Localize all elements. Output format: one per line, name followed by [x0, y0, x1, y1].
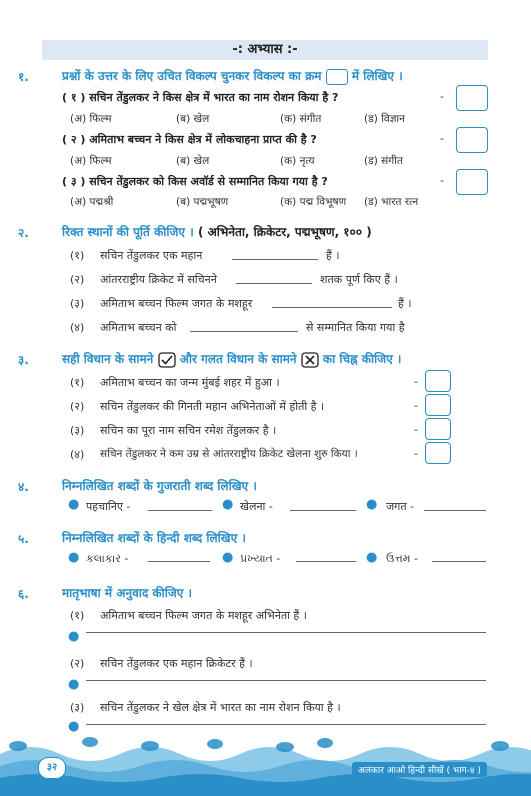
q1-2-option-d: (ड) संगीत [364, 155, 403, 167]
bullet-icon: ● [222, 550, 234, 565]
q1-instruction-before: प्रश्नों के उत्तर के लिए उचित विकल्प चुनकर विकल्प का क्रम [62, 69, 322, 83]
q1-item-1: ( १ ) सचिन तेंडुलकर ने किस क्षेत्र में भारत का नाम रोशन किया है ? [62, 91, 339, 104]
q3-number: ३. [18, 353, 29, 367]
q3-item-2-text: सचिन तेंडुलकर की गिनती महान अभिनेताओं में होती है । [100, 400, 325, 413]
q3-item-1-no: (१) [70, 376, 85, 389]
q3-item-2-no: (२) [70, 400, 85, 413]
dash: - [414, 423, 418, 436]
q3-item-3-no: (३) [70, 424, 85, 437]
page-number: ३२ [38, 757, 66, 779]
q4-heading: निम्नलिखित शब्दों के गुजराती शब्द लिखिए । [62, 479, 257, 493]
q3-item-4-no: (४) [70, 448, 85, 461]
blank-line[interactable] [272, 307, 392, 308]
q1-instruction [62, 67, 403, 85]
answer-line[interactable] [86, 632, 486, 633]
q2-item-3-no: (३) [70, 297, 85, 310]
blank-line[interactable] [148, 561, 210, 562]
blank-line[interactable] [190, 331, 298, 332]
q5-number: ५. [18, 532, 29, 546]
q2-item-1-no: (१) [70, 249, 85, 262]
q5-word-3: ઉત્તમ - [386, 552, 418, 565]
bullet-icon: ● [68, 677, 80, 692]
q1-3-option-d: (ड) भारत रत्न [364, 196, 419, 208]
dash: - [440, 90, 444, 103]
blank-line[interactable] [290, 510, 356, 511]
q2-item-4-before: अमिताभ बच्चन को [100, 321, 177, 334]
q3-item-3-text: सचिन का पूरा नाम सचिन रमेश तेंडुलकर है । [100, 424, 277, 437]
q6-item-3-no: (३) [70, 701, 85, 714]
q6-item-2-no: (२) [70, 657, 85, 670]
q6-item-1-no: (१) [70, 609, 85, 622]
bullet-icon: ● [366, 550, 378, 565]
q3-item-1-text: अमिताभ बच्चन का जन्म मुंबई शहर में हुआ । [100, 376, 280, 389]
q3-item-4-text: सचिन तेंडुलकर ने कम उम्र से आंतरराष्ट्रीय क्रिकेट खेलना शुरु किया । [100, 448, 358, 460]
dash: - [440, 174, 444, 187]
answer-box-3[interactable] [456, 169, 488, 195]
bullet-icon: ● [68, 497, 80, 512]
q1-1-option-d: (ड) विज्ञान [364, 113, 405, 125]
blank-line[interactable] [236, 283, 312, 284]
bullet-icon: ● [68, 719, 80, 734]
dash: - [414, 399, 418, 412]
dash: - [414, 375, 418, 388]
q4-word-2: खेलना - [240, 500, 273, 513]
q2-heading-text: रिक्त स्थानों की पूर्ति कीजिए । [62, 225, 194, 239]
answer-box-icon [326, 69, 348, 85]
book-name: अलंकार आओ हिन्दी सीखें ( भाग-४ ) [352, 762, 487, 777]
q3-part2: और गलत विधान के सामने [179, 352, 297, 366]
q1-2-option-a: (अ) फिल्म [70, 155, 112, 167]
answer-box-1[interactable] [456, 85, 488, 111]
q2-heading [62, 223, 372, 240]
q1-item-3: ( ३ ) सचिन तेंडुलकर को किस अवॉर्ड से सम्मानित किया गया है ? [62, 175, 328, 188]
q2-item-3-before: अमिताभ बच्चन फिल्म जगत के मशहूर [100, 297, 253, 310]
blank-line[interactable] [296, 561, 356, 562]
q2-item-1-before: सचिन तेंडुलकर एक महान [100, 249, 203, 262]
blank-line[interactable] [232, 259, 318, 260]
q5-word-2: પ્રખ્યાત - [240, 552, 281, 565]
q5-word-1: કલાકાર - [86, 552, 129, 565]
q6-heading: मातृभाषा में अनुवाद कीजिए । [62, 586, 193, 600]
q3-part1: सही विधान के सामने [62, 352, 154, 366]
bullet-icon: ● [222, 497, 234, 512]
q1-3-option-a: (अ) पद्मश्री [70, 196, 114, 208]
q1-1-option-b: (ब) खेल [176, 113, 210, 125]
q3-part3: का चिह्न कीजिए । [322, 352, 402, 366]
bullet-icon: ● [68, 629, 80, 644]
q4-word-3: जगत - [386, 500, 415, 513]
bullet-icon: ● [68, 550, 80, 565]
tick-box-4[interactable] [425, 442, 451, 464]
tick-box-1[interactable] [425, 370, 451, 392]
q1-3-option-c: (क) पद्म विभूषण [280, 196, 347, 208]
q1-2-option-b: (ब) खेल [176, 155, 210, 167]
q2-item-4-no: (४) [70, 321, 85, 334]
q6-item-1-text: अमिताभ बच्चन फिल्म जगत के मशहूर अभिनेता हैं । [100, 609, 307, 622]
q5-heading: निम्नलिखित शब्दों के हिन्दी शब्द लिखिए । [62, 531, 246, 545]
q6-item-2-text: सचिन तेंडुलकर एक महान क्रिकेटर हैं । [100, 657, 253, 670]
cross-icon [301, 352, 319, 368]
dash: - [414, 447, 418, 460]
answer-line[interactable] [86, 724, 486, 725]
q2-item-1-after: हैं । [326, 249, 340, 262]
q4-word-1: पहचानिए - [86, 500, 131, 513]
blank-line[interactable] [424, 510, 486, 511]
q2-number: २. [18, 226, 29, 240]
q2-item-2-after: शतक पूर्ण किए हैं । [320, 273, 398, 286]
bullet-icon: ● [366, 497, 378, 512]
q2-item-2-no: (२) [70, 273, 85, 286]
q1-2-option-c: (क) नृत्य [280, 155, 315, 167]
tick-icon [158, 352, 176, 368]
tick-box-3[interactable] [425, 418, 451, 440]
q2-item-2-before: आंतरराष्ट्रीय क्रिकेट में सचिनने [100, 273, 217, 286]
q1-instruction-after: में लिखिए । [351, 69, 403, 83]
answer-box-2[interactable] [456, 127, 488, 153]
q4-number: ४. [18, 480, 29, 494]
blank-line[interactable] [432, 561, 486, 562]
exercise-title: -: अभ्यास :- [42, 40, 488, 60]
answer-line[interactable] [86, 680, 486, 681]
q2-item-3-after: हैं । [398, 297, 412, 310]
tick-box-2[interactable] [425, 394, 451, 416]
q2-item-4-after: से सम्मानित किया गया है [306, 321, 405, 334]
dash: - [440, 132, 444, 145]
q3-heading [62, 350, 401, 368]
q1-item-2: ( २ ) अमिताभ बच्चन ने किस क्षेत्र में लोकचाहना प्राप्त की है ? [62, 133, 317, 146]
blank-line[interactable] [148, 510, 212, 511]
q1-1-option-a: (अ) फिल्म [70, 113, 112, 125]
q1-1-option-c: (क) संगीत [280, 113, 322, 125]
q1-3-option-b: (ब) पद्मभूषण [176, 196, 229, 208]
q2-words: ( अभिनेता, क्रिकेटर, पद्मभूषण, १०० ) [197, 225, 372, 239]
q1-number: १. [18, 70, 29, 84]
q6-number: ६. [18, 587, 29, 601]
q6-item-3-text: सचिन तेंडुलकर ने खेल क्षेत्र में भारत का नाम रोशन किया है । [100, 701, 341, 714]
